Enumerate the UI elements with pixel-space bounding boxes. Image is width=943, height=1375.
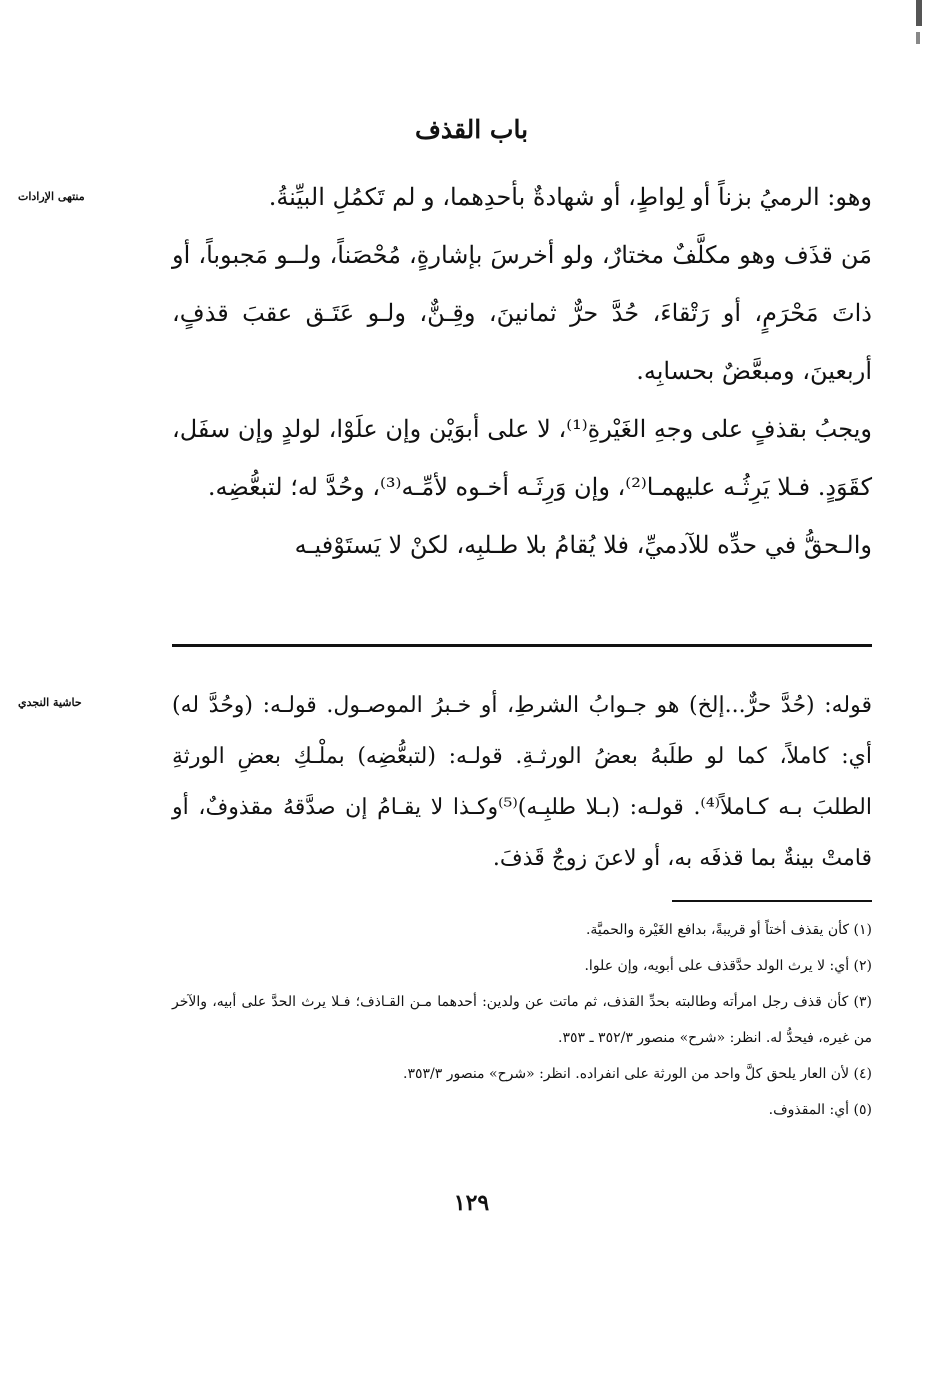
footnote-item: (٣) كأن قذف رجل امرأته وطالبته بحدِّ القذف، ثم ماتت عن ولدين: أحدهما مـن القـاذف؛ فـلا يرث الحدَّ على أبيه، والآخر من غيره، فيحدُّ له. انظر: «شرح» منصور ٣٥٢/٣ ـ ٣٥٣. [172, 994, 872, 1046]
section-divider [172, 644, 872, 647]
main-paragraph: ويجبُ بقذفٍ على وجهِ الغَيْرةِ⁽¹⁾، لا على أبوَيْن وإن علَوْا، لولدٍ وإن سفَل، كقَوَدٍ. فـلا يَرِثُـه عليهمـا⁽²⁾، وإن وَرِثَـه أخـوه لأمِّـه⁽³⁾، وحُدَّ له؛ لتبعُّضِه. [172, 415, 872, 501]
scan-artifact [916, 0, 922, 26]
main-paragraph: مَن قذَف وهو مكلَّفٌ مختارٌ، ولو أخرسَ بإشارةٍ، مُحْصَناً، ولــو مَجبوباً، أو ذاتَ مَحْرَمٍ، أو رَتْقاءَ، حُدَّ حرٌّ ثمانينَ، وقِـنٌّ، ولـو عَتَـق عقبَ قذفٍ، أربعينَ، ومبعَّضٌ بحسابِه. [172, 241, 873, 385]
footnote-item: (١) كأن يقذف أختاً أو قريبةً، بدافع الغَيْرة والحميَّة. [585, 922, 872, 938]
footnote-item: (٤) لأن العار يلحق كلَّ واحد من الورثة على انفراده. انظر: «شرح» منصور ٣٥٣/٣. [403, 1066, 872, 1082]
side-label-matn: منتهى الإرادات [18, 190, 85, 203]
side-label-hashiya: حاشية النجدي [18, 696, 82, 709]
page-number: ١٢٩ [453, 1190, 490, 1216]
footnotes-block [172, 912, 872, 1128]
chapter-title: باب القذف [414, 115, 529, 144]
hashiya-paragraph: قوله: (حُدَّ حرٌّ...إلخ) هو جـوابُ الشرطِ، أو خـبرُ الموصـول. قولـه: (وحُدَّ له) أي: كاملاً، كما لو طلَبهُ بعضُ الورثـةِ. قولـه: (لتبعُّضِه) بملْـكِ بعضِ الورثةِ الطلبَ بـه كـاملاً⁽⁴⁾. قولـه: (بـلا طلبِـه)⁽⁵⁾وكـذا لا يقـامُ إن صدَّقهُ مقذوفٌ، أو قامتْ بينةٌ بما قذفَه به، أو لاعنَ زوجٌ قَذفَ. [172, 693, 872, 871]
scan-artifact [916, 32, 920, 44]
main-paragraph: وهو: الرميُ بزناً أو لِواطٍ، أو شهادةٌ بأحدِهما، و لم تَكمُلِ البيِّنةُ. [268, 183, 872, 211]
main-text-block [172, 168, 872, 574]
footnote-divider [672, 900, 872, 902]
main-paragraph: والـحقُّ في حدِّه للآدميِّ، فلا يُقامُ بلا طـلبِه، لكنْ لا يَستَوْفيـه [294, 531, 872, 559]
hashiya-text-block [172, 680, 872, 884]
footnote-item: (٢) أي: لا يرث الولد حدَّقذف على أبويه، وإن علوا. [584, 958, 872, 974]
footnote-item: (٥) أي: المقذوف. [768, 1102, 872, 1118]
